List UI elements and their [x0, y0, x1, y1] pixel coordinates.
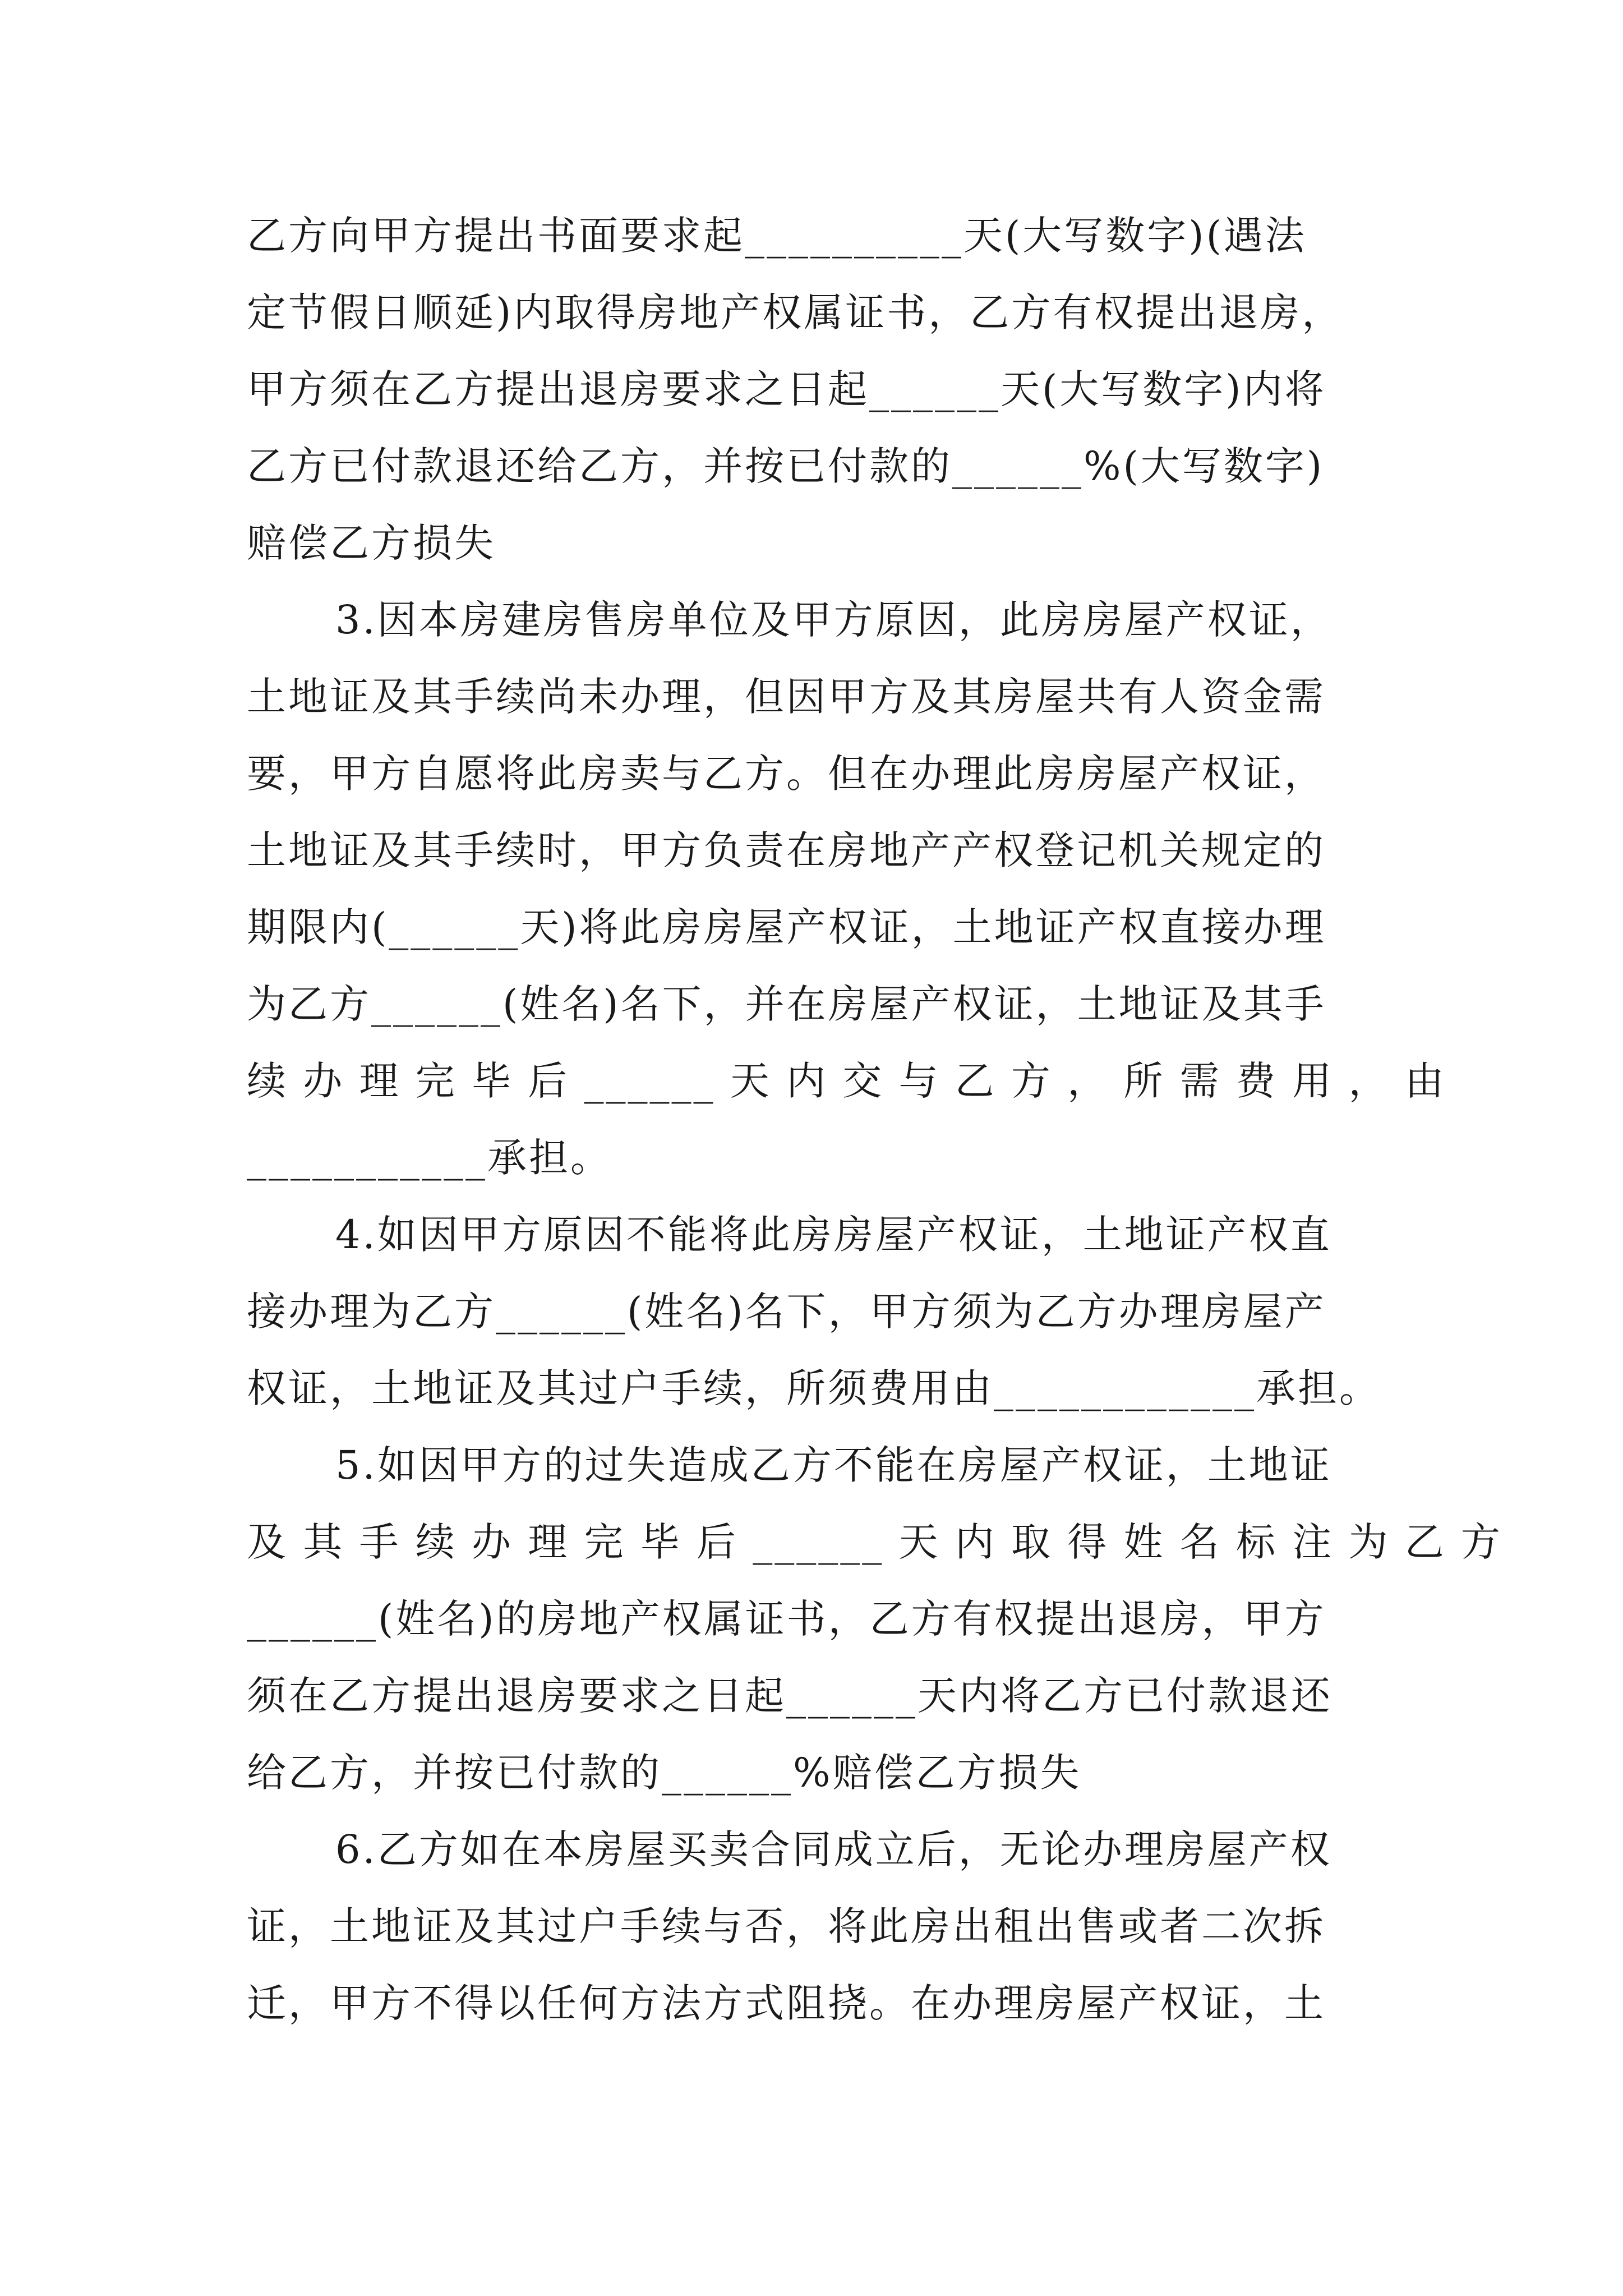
paragraph-4-start: 4.如因甲方原因不能将此房房屋产权证，土地证产权直 [335, 1212, 1332, 1258]
text-line: 迁，甲方不得以任何方法方式阻挠。在办理房屋产权证，土 [247, 1980, 1326, 2026]
text-line: ___________承担。 [247, 1135, 612, 1181]
text-line: 为乙方______(姓名)名下，并在房屋产权证，土地证及其手 [247, 981, 1326, 1027]
text-line: 接办理为乙方______(姓名)名下，甲方须为乙方办理房屋产 [247, 1289, 1326, 1335]
text-line: 权证，土地证及其过户手续，所须费用由____________承担。 [247, 1365, 1381, 1411]
text-line: 赔偿乙方损失 [247, 520, 496, 566]
paragraph-3-start: 3.因本房建房售房单位及甲方原因，此房房屋产权证， [335, 597, 1332, 643]
text-line: 乙方向甲方提出书面要求起__________天(大写数字)(遇法 [247, 213, 1307, 259]
text-line: 及 其 手 续 办 理 完 毕 后 ______ 天 内 取 得 姓 名 标 注 为 乙 方 [247, 1519, 1503, 1565]
text-line: 期限内(______天)将此房房屋产权证，土地证产权直接办理 [247, 904, 1326, 950]
text-line: 土地证及其手续尚未办理，但因甲方及其房屋共有人资金需 [247, 674, 1326, 720]
text-line: 给乙方，并按已付款的______%赔偿乙方损失 [247, 1750, 1082, 1796]
text-line: 证，土地证及其过户手续与否，将此房出租出售或者二次拆 [247, 1903, 1326, 1949]
text-line: 须在乙方提出退房要求之日起______天内将乙方已付款退还 [247, 1673, 1332, 1719]
text-line: 定节假日顺延)内取得房地产权属证书，乙方有权提出退房， [247, 289, 1344, 335]
text-line: 甲方须在乙方提出退房要求之日起______天(大写数字)内将 [247, 366, 1326, 412]
text-line: ______(姓名)的房地产权属证书，乙方有权提出退房，甲方 [247, 1596, 1326, 1642]
text-line: 乙方已付款退还给乙方，并按已付款的______%(大写数字) [247, 443, 1325, 489]
text-line: 要，甲方自愿将此房卖与乙方。但在办理此房房屋产权证， [247, 751, 1326, 797]
paragraph-5-start: 5.如因甲方的过失造成乙方不能在房屋产权证，土地证 [335, 1442, 1332, 1488]
text-line: 续 办 理 完 毕 后 ______ 天 内 交 与 乙 方 ， 所 需 费 用 ， 由 [247, 1058, 1446, 1104]
text-line: 土地证及其手续时，甲方负责在房地产产权登记机关规定的 [247, 827, 1326, 873]
paragraph-6-start: 6.乙方如在本房屋买卖合同成立后，无论办理房屋产权 [335, 1826, 1332, 1872]
